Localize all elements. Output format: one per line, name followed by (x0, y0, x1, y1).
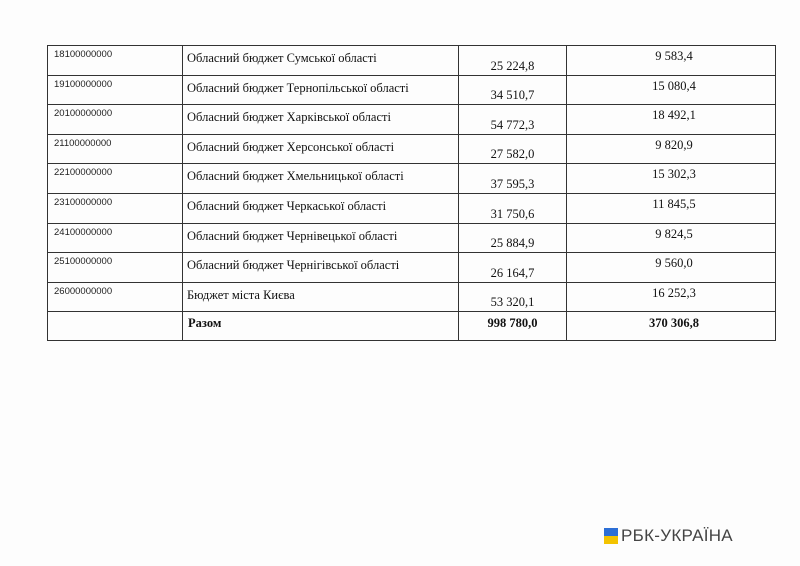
table-row (48, 134, 776, 164)
budget-name-cell: Обласний бюджет Тернопільської області (183, 75, 459, 105)
value1-cell (459, 193, 567, 223)
value1-cell (459, 46, 567, 76)
total-value2: 370 306,8 (567, 312, 776, 341)
budget-code-cell: 26000000000 (48, 282, 183, 312)
budget-name-cell: Обласний бюджет Чернігівської області (183, 253, 459, 283)
budget-code-cell: 23100000000 (48, 193, 183, 223)
value1-text: 37 595,3 (490, 176, 535, 191)
budget-code-cell: 18100000000 (48, 46, 183, 76)
budget-code-cell: 21100000000 (48, 134, 183, 164)
table-row (48, 282, 776, 312)
total-value1: 998 780,0 (487, 316, 538, 331)
value2-cell: 15 302,3 (567, 164, 776, 194)
logo-bottom-block (604, 536, 618, 544)
value1-text: 25 884,9 (490, 236, 535, 251)
table-row (48, 253, 776, 283)
logo-top-block (604, 528, 618, 536)
value1-text: 27 582,0 (490, 147, 535, 162)
value1-cell (459, 164, 567, 194)
value2-cell: 9 583,4 (567, 46, 776, 76)
value2-cell: 11 845,5 (567, 193, 776, 223)
value1-cell (459, 282, 567, 312)
budget-name-cell: Обласний бюджет Чернівецької області (183, 223, 459, 253)
value1-cell (459, 134, 567, 164)
value1-text: 34 510,7 (490, 88, 535, 103)
budget-table-body (48, 46, 776, 341)
value2-cell: 15 080,4 (567, 75, 776, 105)
table-row (48, 105, 776, 135)
rbc-watermark (604, 524, 733, 548)
budget-code-cell: 25100000000 (48, 253, 183, 283)
budget-code-cell: 20100000000 (48, 105, 183, 135)
budget-name-cell: Обласний бюджет Херсонської області (183, 134, 459, 164)
table-row (48, 164, 776, 194)
budget-code-cell: 24100000000 (48, 223, 183, 253)
value1-text: 54 772,3 (490, 117, 535, 132)
budget-table (47, 45, 776, 341)
budget-code-cell: 19100000000 (48, 75, 183, 105)
value2-cell: 9 820,9 (567, 134, 776, 164)
budget-name-cell: Обласний бюджет Хмельницької області (183, 164, 459, 194)
budget-name-cell: Бюджет міста Києва (183, 282, 459, 312)
total-label: Разом (183, 312, 459, 341)
budget-name-cell: Обласний бюджет Харківської області (183, 105, 459, 135)
value1-text: 26 164,7 (490, 265, 535, 280)
total-value1-cell (459, 312, 567, 341)
value1-cell (459, 223, 567, 253)
budget-name-cell: Обласний бюджет Черкаської області (183, 193, 459, 223)
value2-cell: 16 252,3 (567, 282, 776, 312)
value1-text: 53 320,1 (490, 295, 535, 310)
total-code-cell (48, 312, 183, 341)
budget-name-cell: Обласний бюджет Сумської області (183, 46, 459, 76)
watermark-text: РБК-УКРАЇНА (621, 526, 733, 545)
budget-code-cell: 22100000000 (48, 164, 183, 194)
table-row (48, 75, 776, 105)
value2-cell: 9 560,0 (567, 253, 776, 283)
value1-cell (459, 253, 567, 283)
value2-cell: 18 492,1 (567, 105, 776, 135)
rbc-logo-icon (604, 528, 618, 544)
table-row (48, 46, 776, 76)
value1-text: 25 224,8 (490, 58, 535, 73)
value1-cell (459, 75, 567, 105)
value2-cell: 9 824,5 (567, 223, 776, 253)
table-row (48, 223, 776, 253)
table-row (48, 193, 776, 223)
value1-text: 31 750,6 (490, 206, 535, 221)
value1-cell (459, 105, 567, 135)
total-row (48, 312, 776, 341)
